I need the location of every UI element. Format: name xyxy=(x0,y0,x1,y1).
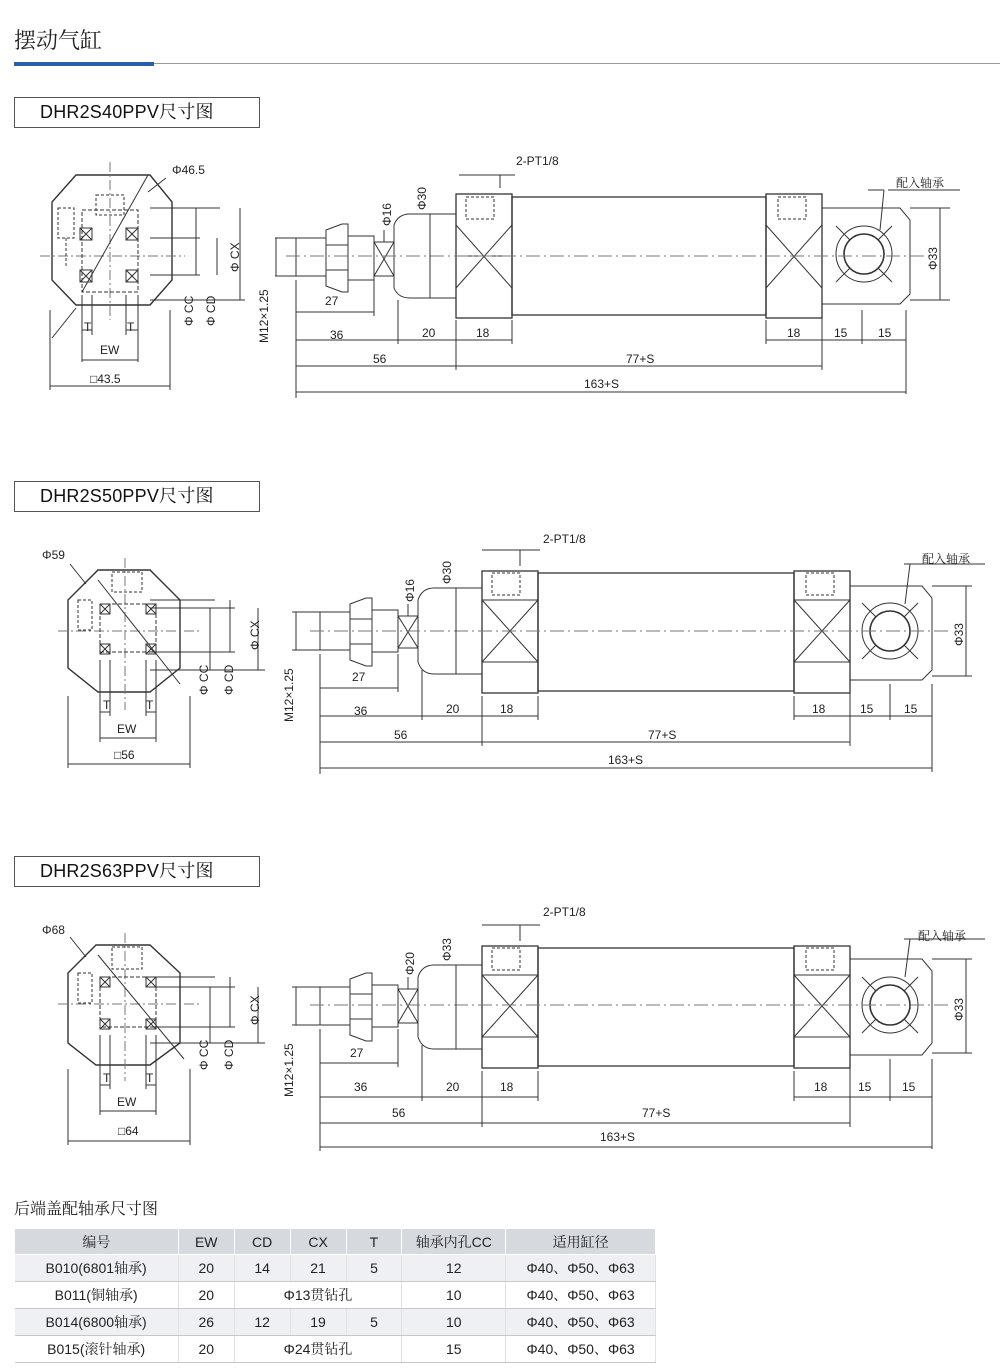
section-label-50: DHR2S50PPV尺寸图 xyxy=(14,481,260,512)
dim-27: 27 xyxy=(352,670,366,684)
dim-bearing: 配入轴承 xyxy=(922,552,971,566)
drawing-50 xyxy=(0,520,1000,840)
dim-cd: Φ CD xyxy=(222,664,236,695)
dim-36: 36 xyxy=(330,328,344,342)
col-header-cx: CX xyxy=(290,1229,346,1255)
cell-t: 5 xyxy=(346,1255,402,1282)
dim-t-left: T xyxy=(103,698,111,712)
title-accent-bar xyxy=(14,62,154,66)
cell-cx: 21 xyxy=(290,1255,346,1282)
dim-t-right: T xyxy=(146,1071,154,1085)
dim-18a: 18 xyxy=(500,1080,514,1094)
section-label-40: DHR2S40PPV尺寸图 xyxy=(14,97,260,128)
cell-bores: Φ40、Φ50、Φ63 xyxy=(506,1309,656,1336)
cell-ew: 20 xyxy=(178,1336,234,1363)
dim-cx: Φ CX xyxy=(248,995,262,1025)
dim-56: 56 xyxy=(373,352,387,366)
dim-cc: Φ CC xyxy=(197,1039,211,1070)
dim-cc: Φ CC xyxy=(197,664,211,695)
cell-cc: 10 xyxy=(402,1309,506,1336)
dim-boss: Φ30 xyxy=(415,187,429,210)
cell-cc: 12 xyxy=(402,1255,506,1282)
dim-15b: 15 xyxy=(902,1080,916,1094)
table-row xyxy=(15,1255,656,1282)
dim-36: 36 xyxy=(354,1080,368,1094)
table-row xyxy=(15,1282,656,1309)
dim-56: 56 xyxy=(394,728,408,742)
dim-cc: Φ CC xyxy=(182,295,196,326)
dim-thread: M12×1.25 xyxy=(257,289,271,343)
cell-cc: 10 xyxy=(402,1282,506,1309)
dim-port: 2-PT1/8 xyxy=(543,532,586,546)
bearing-table-title: 后端盖配轴承尺寸图 xyxy=(14,1199,159,1218)
cell-bores: Φ40、Φ50、Φ63 xyxy=(506,1336,656,1363)
dim-18a: 18 xyxy=(500,702,514,716)
dim-18b: 18 xyxy=(814,1080,828,1094)
dim-square: □43.5 xyxy=(90,372,121,386)
dim-15a: 15 xyxy=(858,1080,872,1094)
table-row xyxy=(15,1309,656,1336)
dim-bearing: 配入轴承 xyxy=(896,176,945,190)
dim-cd: Φ CD xyxy=(222,1039,236,1070)
title-divider xyxy=(14,63,1000,64)
dim-cx: Φ CX xyxy=(248,620,262,650)
dim-rod: Φ16 xyxy=(380,203,394,226)
dim-boss: Φ30 xyxy=(440,561,454,584)
dim-rod: Φ16 xyxy=(403,579,417,602)
dim-phi-outer: Φ59 xyxy=(42,548,65,562)
dim-bore: Φ33 xyxy=(952,998,966,1021)
dim-cd: Φ CD xyxy=(204,295,218,326)
dim-56: 56 xyxy=(392,1106,406,1120)
dim-20: 20 xyxy=(422,326,436,340)
col-header-bores: 适用缸径 xyxy=(506,1229,656,1255)
cell-cx: 19 xyxy=(290,1309,346,1336)
dim-20: 20 xyxy=(446,702,460,716)
bearing-table xyxy=(14,1228,656,1363)
col-header-cd: CD xyxy=(234,1229,290,1255)
drawing-40 xyxy=(0,130,1000,450)
dim-phi-outer: Φ68 xyxy=(42,923,65,937)
dim-thread: M12×1.25 xyxy=(282,1043,296,1097)
dim-bore: Φ33 xyxy=(926,247,940,270)
dim-ew: EW xyxy=(117,1095,137,1109)
dim-15b: 15 xyxy=(878,326,892,340)
dim-bore: Φ33 xyxy=(952,623,966,646)
dim-77s: 77+S xyxy=(648,728,677,742)
cell-cc: 15 xyxy=(402,1336,506,1363)
dim-port: 2-PT1/8 xyxy=(516,154,559,168)
dim-t-left: T xyxy=(84,320,92,334)
table-header-row xyxy=(15,1229,656,1255)
cell-merged-hole: Φ13贯钻孔 xyxy=(234,1282,402,1309)
drawing-lines-63 xyxy=(0,895,1000,1215)
dim-18b: 18 xyxy=(787,326,801,340)
drawing-63 xyxy=(0,895,1000,1215)
dim-boss: Φ33 xyxy=(440,938,454,961)
dim-15a: 15 xyxy=(860,702,874,716)
dim-15b: 15 xyxy=(904,702,918,716)
dim-163s: 163+S xyxy=(608,753,644,767)
dim-phi-outer: Φ46.5 xyxy=(172,163,205,177)
dim-ew: EW xyxy=(117,722,137,736)
cell-code: B015(滚针轴承) xyxy=(15,1336,179,1363)
drawing-lines-40 xyxy=(0,130,1000,450)
dim-t-left: T xyxy=(103,1071,111,1085)
dim-163s: 163+S xyxy=(584,377,620,391)
dim-square: □64 xyxy=(118,1124,139,1138)
col-header-t: T xyxy=(346,1229,402,1255)
cell-ew: 20 xyxy=(178,1255,234,1282)
dim-27: 27 xyxy=(350,1046,364,1060)
cell-code: B014(6800轴承) xyxy=(15,1309,179,1336)
page-title: 摆动气缸 xyxy=(14,29,103,54)
table-row xyxy=(15,1336,656,1363)
dim-15a: 15 xyxy=(834,326,848,340)
dim-rod: Φ20 xyxy=(403,952,417,975)
dim-20: 20 xyxy=(446,1080,460,1094)
dim-cx: Φ CX xyxy=(228,242,242,272)
cell-bores: Φ40、Φ50、Φ63 xyxy=(506,1282,656,1309)
dim-t-right: T xyxy=(127,320,135,334)
cell-ew: 26 xyxy=(178,1309,234,1336)
dim-18a: 18 xyxy=(476,326,490,340)
dim-77s: 77+S xyxy=(642,1106,671,1120)
dim-port: 2-PT1/8 xyxy=(543,905,586,919)
dim-thread: M12×1.25 xyxy=(282,668,296,722)
col-header-ew: EW xyxy=(178,1229,234,1255)
dim-77s: 77+S xyxy=(626,352,655,366)
cell-code: B010(6801轴承) xyxy=(15,1255,179,1282)
cell-code: B011(铜轴承) xyxy=(15,1282,179,1309)
cell-t: 5 xyxy=(346,1309,402,1336)
dim-27: 27 xyxy=(325,294,339,308)
cell-merged-hole: Φ24贯钻孔 xyxy=(234,1336,402,1363)
dim-36: 36 xyxy=(354,704,368,718)
cell-ew: 20 xyxy=(178,1282,234,1309)
col-header-code: 编号 xyxy=(15,1229,179,1255)
dim-ew: EW xyxy=(100,343,120,357)
dim-18b: 18 xyxy=(812,702,826,716)
cell-bores: Φ40、Φ50、Φ63 xyxy=(506,1255,656,1282)
section-label-63: DHR2S63PPV尺寸图 xyxy=(14,856,260,887)
dim-163s: 163+S xyxy=(600,1130,636,1144)
drawing-lines-50 xyxy=(0,520,1000,840)
dim-square: □56 xyxy=(114,748,135,762)
dim-t-right: T xyxy=(146,698,154,712)
col-header-cc: 轴承内孔CC xyxy=(402,1229,506,1255)
dim-bearing: 配入轴承 xyxy=(918,929,967,943)
cell-cd: 14 xyxy=(234,1255,290,1282)
cell-cd: 12 xyxy=(234,1309,290,1336)
